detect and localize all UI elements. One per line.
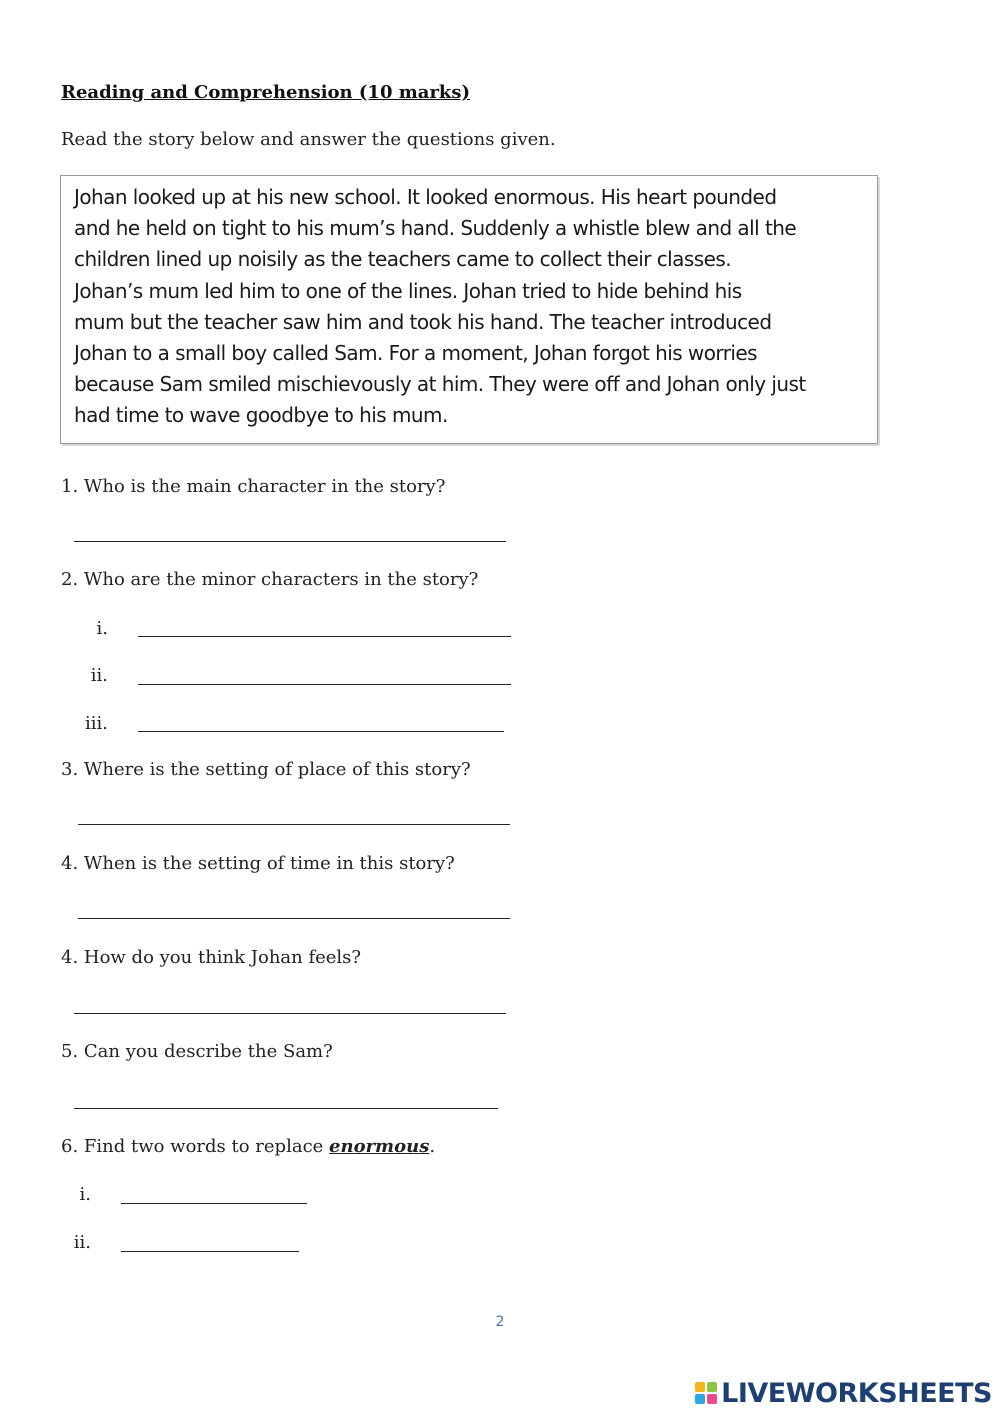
story-line: mum but the teacher saw him and took his hand. The teacher introduced: [74, 309, 772, 334]
answer-line-7i[interactable]: [121, 1203, 307, 1204]
answer-line-2ii[interactable]: [138, 684, 511, 685]
answer-line-6[interactable]: [74, 1108, 498, 1109]
item-marker: iii.: [85, 713, 108, 734]
item-marker: i.: [96, 618, 108, 639]
brand-name: LIVEWORKSHEETS: [721, 1377, 992, 1409]
item-marker: ii.: [90, 665, 108, 686]
item-marker: i.: [79, 1184, 91, 1205]
answer-line-7ii[interactable]: [121, 1251, 299, 1252]
answer-line-1[interactable]: [74, 541, 506, 542]
question-5: 4. How do you think Johan feels?: [61, 947, 362, 968]
question-7-suffix: .: [429, 1136, 436, 1157]
story-box: [60, 175, 878, 444]
question-3: 3. Where is the setting of place of this story?: [61, 759, 471, 780]
story-line: and he held on tight to his mum’s hand. Suddenly a whistle blew and all the: [74, 216, 797, 241]
answer-line-3[interactable]: [78, 824, 510, 825]
item-marker: ii.: [73, 1232, 91, 1253]
answer-line-2iii[interactable]: [138, 731, 504, 732]
logo-grid-icon: [695, 1382, 717, 1404]
page-number: 2: [495, 1314, 505, 1330]
story-line: Johan’s mum led him to one of the lines. Johan tried to hide behind his: [74, 278, 742, 303]
story-line: Johan looked up at his new school. It looked enormous. His heart pounded: [74, 185, 777, 209]
question-7-keyword: enormous: [329, 1136, 430, 1157]
logo-square: [695, 1382, 705, 1392]
question-2: 2. Who are the minor characters in the story?: [61, 569, 479, 590]
question-7: [61, 1136, 435, 1157]
story-line: children lined up noisily as the teachers came to collect their classes.: [74, 247, 732, 272]
story-line: because Sam smiled mischievously at him. They were off and Johan only just: [74, 372, 806, 397]
answer-line-4[interactable]: [78, 918, 510, 919]
answer-line-2i[interactable]: [138, 636, 511, 637]
question-6: 5. Can you describe the Sam?: [61, 1041, 333, 1062]
story-text: [74, 182, 867, 432]
question-4: 4. When is the setting of time in this story?: [61, 853, 455, 874]
question-1: 1. Who is the main character in the story?: [61, 476, 446, 497]
answer-line-5[interactable]: [74, 1013, 506, 1014]
logo-square: [707, 1394, 717, 1404]
instruction-text: Read the story below and answer the questions given.: [61, 129, 556, 150]
question-7-prefix: 6. Find two words to replace: [61, 1136, 330, 1157]
story-line: Johan to a small boy called Sam. For a moment, Johan forgot his worries: [74, 341, 758, 366]
logo-square: [695, 1394, 705, 1404]
page-title: Reading and Comprehension (10 marks): [61, 82, 471, 103]
story-line: had time to wave goodbye to his mum.: [74, 403, 448, 428]
brand-logo: [695, 1378, 992, 1408]
logo-square: [707, 1382, 717, 1392]
